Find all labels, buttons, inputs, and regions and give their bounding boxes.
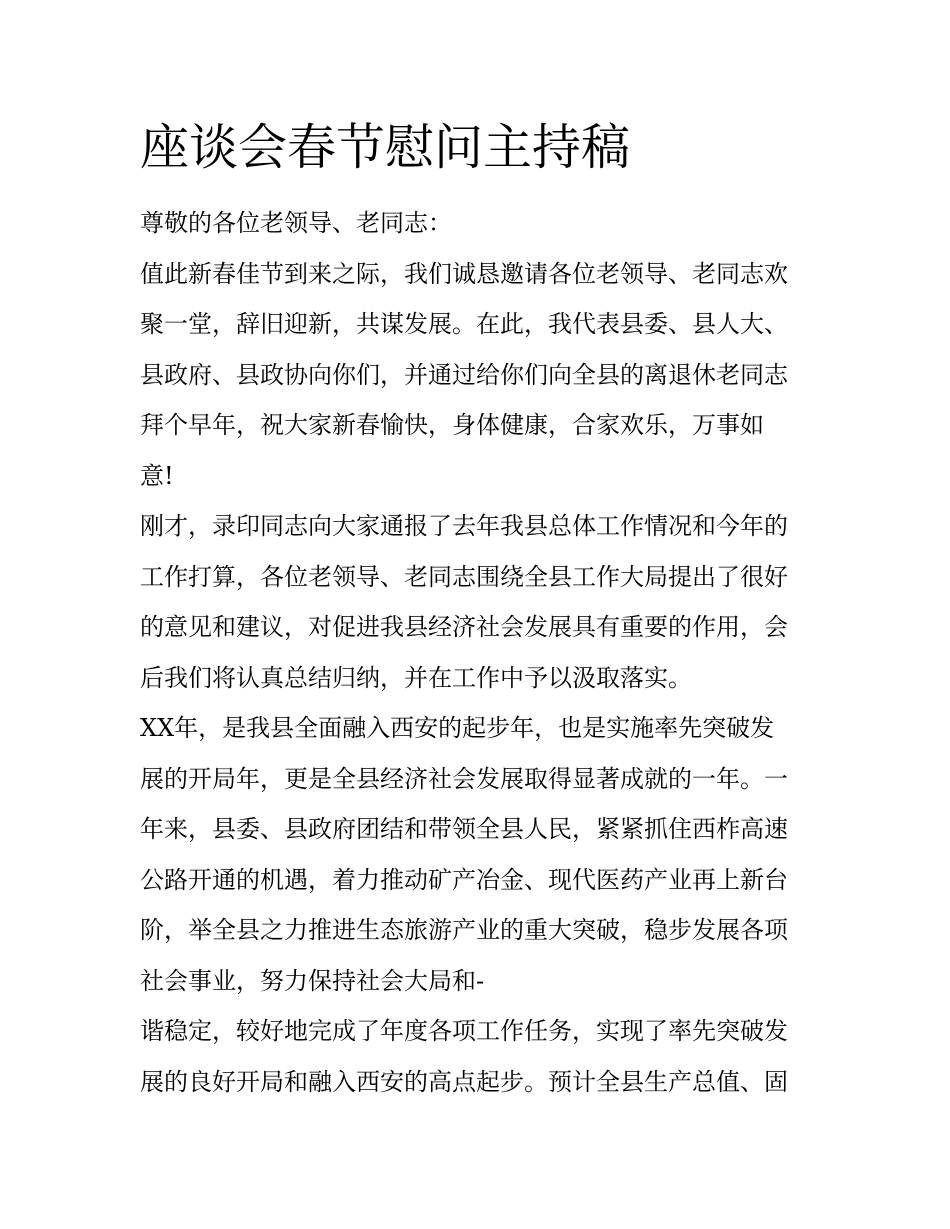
text-line: 社会事业，努力保持社会大局和- bbox=[140, 966, 485, 995]
text-line: 意! bbox=[140, 461, 174, 490]
text-line: 工作打算，各位老领导、老同志围绕全县工作大局提出了很好 bbox=[140, 562, 788, 591]
text-line: 年来，县委、县政府团结和带领全县人民，紧紧抓住西柞高速 bbox=[140, 815, 788, 843]
text-line: 谐稳定，较好地完成了年度各项工作任务，实现了率先突破发 bbox=[140, 1017, 788, 1045]
document-body bbox=[140, 110, 820, 1107]
continuation-paragraph bbox=[140, 1006, 820, 1107]
salutation-paragraph bbox=[140, 198, 820, 249]
greeting-paragraph bbox=[140, 249, 820, 502]
text-line: 尊敬的各位老领导、老同志： bbox=[140, 209, 452, 237]
achievements-paragraph bbox=[140, 703, 820, 1006]
text-line: XX年，是我县全面融入西安的起步年，也是实施率先突破发 bbox=[140, 714, 775, 742]
text-line: 聚一堂，辞旧迎新，共谋发展。在此，我代表县委、县人大、 bbox=[140, 310, 788, 338]
document-title: 座谈会春节慰问主持稿 bbox=[140, 119, 631, 176]
text-line: 展的开局年，更是全县经济社会发展取得显著成就的一年。一 bbox=[140, 764, 788, 793]
text-line: 后我们将认真总结归纳，并在工作中予以汲取落实。 bbox=[140, 663, 692, 692]
text-line: 刚才，录印同志向大家通报了去年我县总体工作情况和今年的 bbox=[140, 512, 788, 540]
text-line: 公路开通的机遇，着力推动矿产冶金、现代医药产业再上新台 bbox=[140, 865, 788, 894]
text-line: 阶，举全县之力推进生态旅游产业的重大突破，稳步发展各项 bbox=[140, 916, 788, 944]
text-line: 的意见和建议，对促进我县经济社会发展具有重要的作用，会 bbox=[140, 613, 788, 641]
text-line: 值此新春佳节到来之际，我们诚恳邀请各位老领导、老同志欢 bbox=[140, 259, 788, 288]
text-line: 县政府、县政协向你们，并通过给你们向全县的离退休老同志 bbox=[140, 360, 788, 389]
text-line: 拜个早年，祝大家新春愉快，身体健康，合家欢乐，万事如 bbox=[140, 411, 764, 439]
summary-paragraph bbox=[140, 501, 820, 703]
text-line: 展的良好开局和融入西安的高点起步。预计全县生产总值、固 bbox=[140, 1067, 788, 1096]
